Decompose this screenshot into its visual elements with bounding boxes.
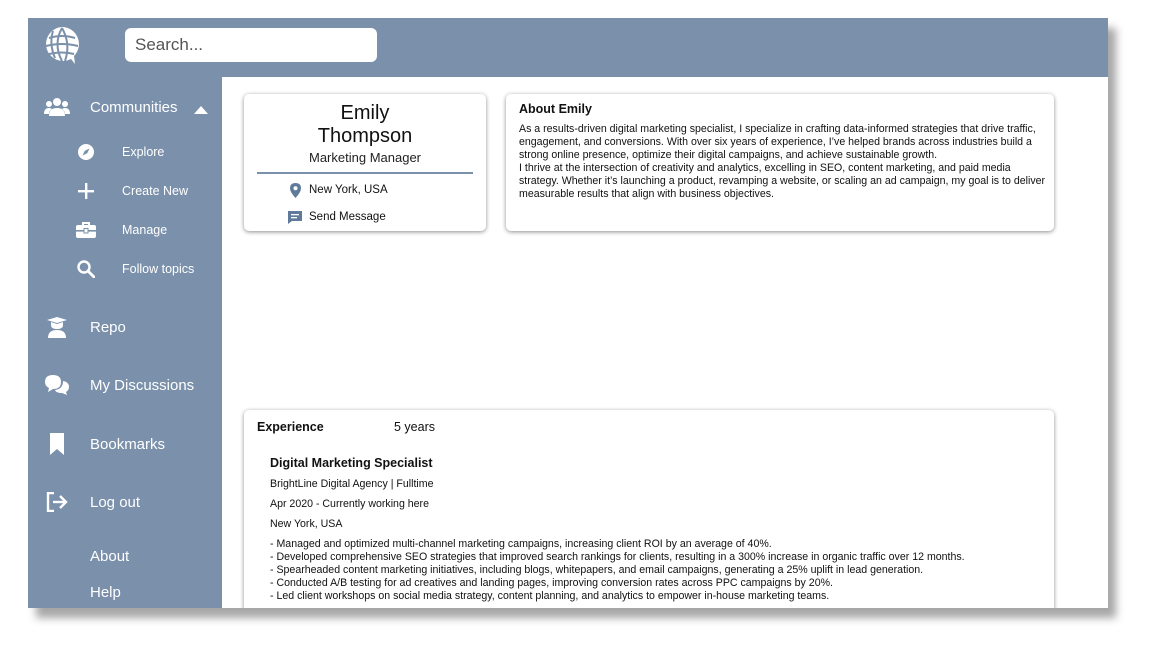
users-icon (44, 94, 70, 120)
sidebar-subitem-explore[interactable] (28, 138, 222, 166)
location-pin-icon (288, 182, 302, 198)
plus-icon (75, 180, 97, 202)
sidebar-item-label: Log out (90, 493, 141, 511)
job-bullet: - Led client workshops on social media strategy, content planning, and analytics to empower in-house marketing teams. (270, 590, 830, 602)
experience-card (244, 410, 1054, 608)
job-bullet: - Conducted A/B testing for ad creatives and landing pages, improving conversion rates across PPC campaigns by 20%. (270, 577, 833, 589)
about-title: About Emily (519, 102, 592, 116)
sidebar-item-log-out[interactable] (28, 485, 222, 519)
about-paragraph: As a results-driven digital marketing specialist, I specialize in crafting data-informed strategies that drive traffic, engagement, and conversions. With over six years of experience, I’ve helped brands across industries build a strong online presence, optimize their digital campaigns, and achieve sustainable growth. (519, 123, 1036, 161)
sidebar-subitem-label: Follow topics (122, 262, 195, 276)
bookmark-icon (44, 431, 70, 457)
sidebar-subitem-label: Manage (122, 223, 168, 237)
job-location: New York, USA (270, 518, 343, 530)
send-message-label: Send Message (309, 211, 386, 223)
about-card (506, 94, 1054, 231)
profile-role: Marketing Manager (309, 150, 421, 165)
help-link[interactable]: Help (90, 584, 121, 601)
sidebar-subitem-label: Create New (122, 184, 188, 198)
sidebar-item-label: Bookmarks (90, 435, 166, 453)
experience-years: 5 years (394, 420, 435, 434)
sidebar-item-label: My Discussions (90, 376, 195, 394)
sidebar-item-label: Communities (90, 98, 178, 116)
job-title: Digital Marketing Specialist (270, 456, 433, 470)
compass-icon (75, 141, 97, 163)
profile-card (244, 94, 486, 231)
toolbox-icon (75, 219, 97, 241)
profile-location-text: New York, USA (309, 184, 388, 196)
chat-bubbles-icon (44, 372, 70, 398)
sidebar-item-communities[interactable] (28, 90, 222, 124)
job-company: BrightLine Digital Agency | Fulltime (270, 478, 434, 490)
sidebar-item-label: Repo (90, 318, 126, 336)
about-paragraph: I thrive at the intersection of creativity and analytics, excelling in SEO, content marketing, and paid media strategy. Whether it’s launching a product, revamping a website, or scaling an ad campaign, my goal is to deliver measurable results that align with business objectives. (519, 162, 1046, 200)
job-bullet: - Developed comprehensive SEO strategies that improved search rankings for clients, resulting in a 300% increase in organic traffic over 12 months. (270, 551, 965, 563)
sidebar-subitem-create-new[interactable] (28, 177, 222, 205)
app-window (28, 18, 1108, 608)
sidebar (28, 77, 222, 608)
experience-title: Experience (257, 420, 324, 434)
globe-chat-logo-icon[interactable] (41, 24, 83, 66)
job-bullets (270, 538, 1050, 603)
job-period: Apr 2020 - Currently working here (270, 498, 429, 510)
sidebar-subitem-label: Explore (122, 145, 165, 159)
search-icon (75, 258, 97, 280)
about-link[interactable]: About (90, 548, 130, 565)
profile-divider (257, 172, 473, 174)
graduate-icon (44, 314, 70, 340)
search-input[interactable] (125, 28, 377, 62)
logout-icon (44, 489, 70, 515)
job-bullet: - Managed and optimized multi-channel marketing campaigns, increasing client ROI by an average of 40%. (270, 538, 772, 550)
profile-first-name: Emily (340, 102, 390, 124)
top-bar (28, 18, 1108, 77)
profile-last-name: Thompson (317, 125, 413, 147)
job-bullet: - Spearheaded content marketing initiatives, including blogs, whitepapers, and email campaigns, generating a 25% uplift in lead generation. (270, 564, 924, 576)
sidebar-item-repo[interactable] (28, 310, 222, 344)
sidebar-item-my-discussions[interactable] (28, 368, 222, 402)
message-icon (288, 209, 302, 225)
sidebar-subitem-follow-topics[interactable] (28, 255, 222, 283)
caret-up-icon[interactable] (194, 101, 208, 119)
about-body (519, 123, 1047, 201)
sidebar-subitem-manage[interactable] (28, 216, 222, 244)
sidebar-item-bookmarks[interactable] (28, 427, 222, 461)
profile-name (244, 102, 486, 148)
